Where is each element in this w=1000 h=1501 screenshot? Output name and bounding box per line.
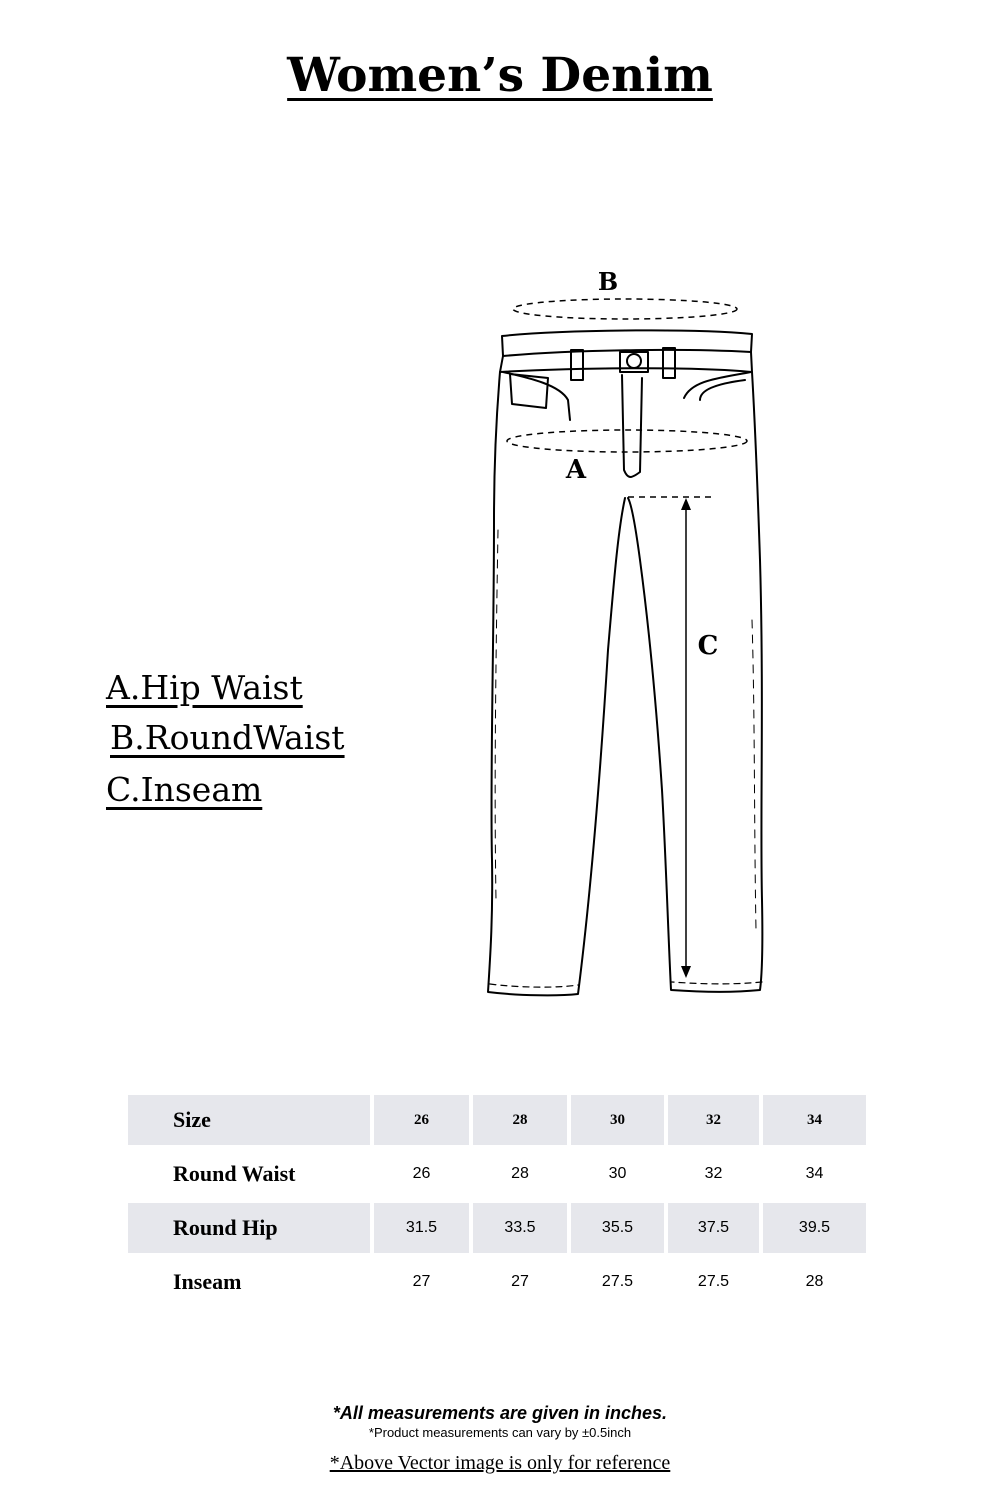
inseam-arrow-bottom (681, 966, 691, 978)
waistband-lower (500, 352, 752, 372)
value-cell: 31.5 (374, 1203, 469, 1253)
size-cell: 30 (571, 1095, 664, 1145)
legend-round-waist: B.RoundWaist (110, 718, 345, 757)
left-leg-outline (488, 372, 625, 995)
seam-right (752, 620, 756, 930)
reference-note (0, 1452, 1000, 1475)
hem-left (490, 984, 578, 987)
value-cell: 34 (805, 1165, 824, 1182)
value-cell: 27.5 (601, 1273, 634, 1290)
legend-inseam: C.Inseam (106, 770, 263, 809)
value-cell: 30 (608, 1165, 627, 1182)
button (627, 354, 641, 368)
value-cell: 35.5 (571, 1203, 664, 1253)
waist-measure-ellipse (513, 299, 737, 319)
value-cell: 39.5 (763, 1203, 866, 1253)
pocket-left (503, 372, 570, 420)
value-cell: 28 (511, 1165, 529, 1182)
reference-note-text: *Above Vector image is only for reference (329, 1452, 671, 1474)
value-cell: 32 (704, 1165, 723, 1182)
hip-measure-ellipse (507, 430, 747, 452)
belt-loop-right (663, 348, 675, 378)
size-cell: 28 (473, 1095, 567, 1145)
row-label: Round Waist (173, 1161, 296, 1186)
row-label: Inseam (173, 1269, 242, 1294)
hem-right (672, 982, 762, 984)
row-label: Round Hip (128, 1203, 370, 1253)
variance-note: *Product measurements can vary by ±0.5inch (368, 1425, 632, 1440)
size-table (128, 1095, 872, 1311)
table-row-size (128, 1095, 872, 1145)
right-leg-outline (628, 372, 762, 992)
table-row-inseam (128, 1257, 872, 1307)
value-cell: 28 (805, 1273, 824, 1290)
units-note: *All measurements are given in inches. (332, 1403, 668, 1423)
table-row-round-waist (128, 1149, 872, 1199)
legend-hip-waist: A.Hip Waist (106, 668, 303, 707)
table-row-round-hip (128, 1203, 872, 1253)
row-label: Size (128, 1095, 370, 1145)
value-cell: 27.5 (697, 1273, 730, 1290)
belt-loop-left (571, 350, 583, 380)
inseam-arrow-top (681, 498, 691, 510)
value-cell: 33.5 (473, 1203, 567, 1253)
value-cell: 26 (412, 1165, 431, 1182)
pocket-right-inner (700, 380, 745, 400)
fly-stitch (622, 375, 642, 477)
label-c: C (697, 631, 719, 661)
value-cell: 27 (511, 1273, 529, 1290)
size-cell: 26 (374, 1095, 469, 1145)
page-title-text: Women’s Denim (287, 48, 713, 103)
label-a: A (565, 455, 587, 485)
label-b: B (597, 267, 619, 296)
value-cell: 27 (412, 1273, 431, 1290)
size-cell: 34 (763, 1095, 866, 1145)
seam-left (495, 530, 498, 900)
value-cell: 37.5 (668, 1203, 759, 1253)
size-cell: 32 (668, 1095, 759, 1145)
